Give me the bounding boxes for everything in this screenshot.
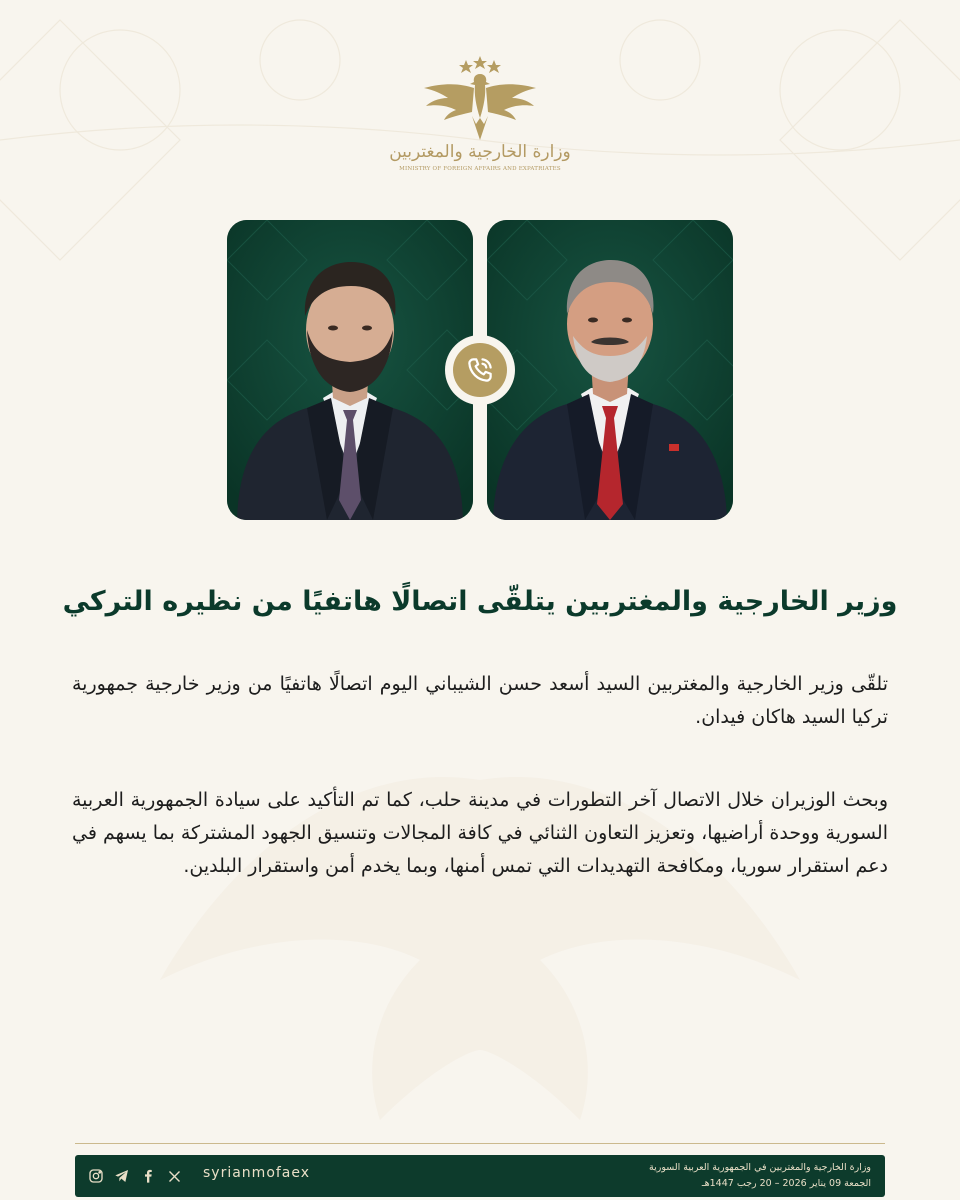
ministry-name-english: MINISTRY OF FOREIGN AFFAIRS AND EXPATRIATES xyxy=(399,166,561,172)
footer-org: وزارة الخارجية والمغتربين في الجمهورية العربية السورية xyxy=(649,1162,871,1173)
phone-call-icon xyxy=(465,355,495,385)
footer-bar xyxy=(75,1155,885,1197)
ministry-name-arabic: وزارة الخارجية والمغتربين xyxy=(389,142,571,162)
photo-syrian-minister xyxy=(227,220,473,520)
phone-call-badge xyxy=(445,335,515,405)
photo-turkish-minister xyxy=(487,220,733,520)
facebook-icon[interactable] xyxy=(139,1167,157,1185)
footer-info xyxy=(541,1160,871,1192)
footer-date: الجمعة 09 يناير 2026 – 20 رجب 1447هـ xyxy=(701,1178,871,1189)
footer-divider xyxy=(75,1143,885,1144)
social-icons xyxy=(87,1167,191,1185)
article-paragraph-2: وبحث الوزيران خلال الاتصال آخر التطورات في مدينة حلب، كما تم التأكيد على سيادة الجمهورية العربية السورية ووحدة أراضيها، وتعزيز التعاون الثنائي في كافة المجالات وتنسيق الجهود المشتركة بما يسهم في دعم استقرار سوريا، ومكافحة التهديدات التي تمس أمنها، وبما يخدم أمن واستقرار البلدين. xyxy=(72,789,888,877)
article-paragraph-1: تلقّى وزير الخارجية والمغتربين السيد أسعد حسن الشيباني اليوم اتصالًا هاتفيًا من وزير خارجية جمهورية تركيا السيد هاكان فيدان. xyxy=(72,673,888,728)
telegram-icon[interactable] xyxy=(113,1167,131,1185)
eagle-emblem-icon xyxy=(418,54,542,144)
instagram-icon[interactable] xyxy=(87,1167,105,1185)
article-headline: وزير الخارجية والمغتربين يتلقّى اتصالًا هاتفيًا من نظيره التركي xyxy=(62,586,898,617)
x-icon[interactable] xyxy=(165,1167,183,1185)
social-handle[interactable]: syrianmofaex xyxy=(203,1165,311,1181)
